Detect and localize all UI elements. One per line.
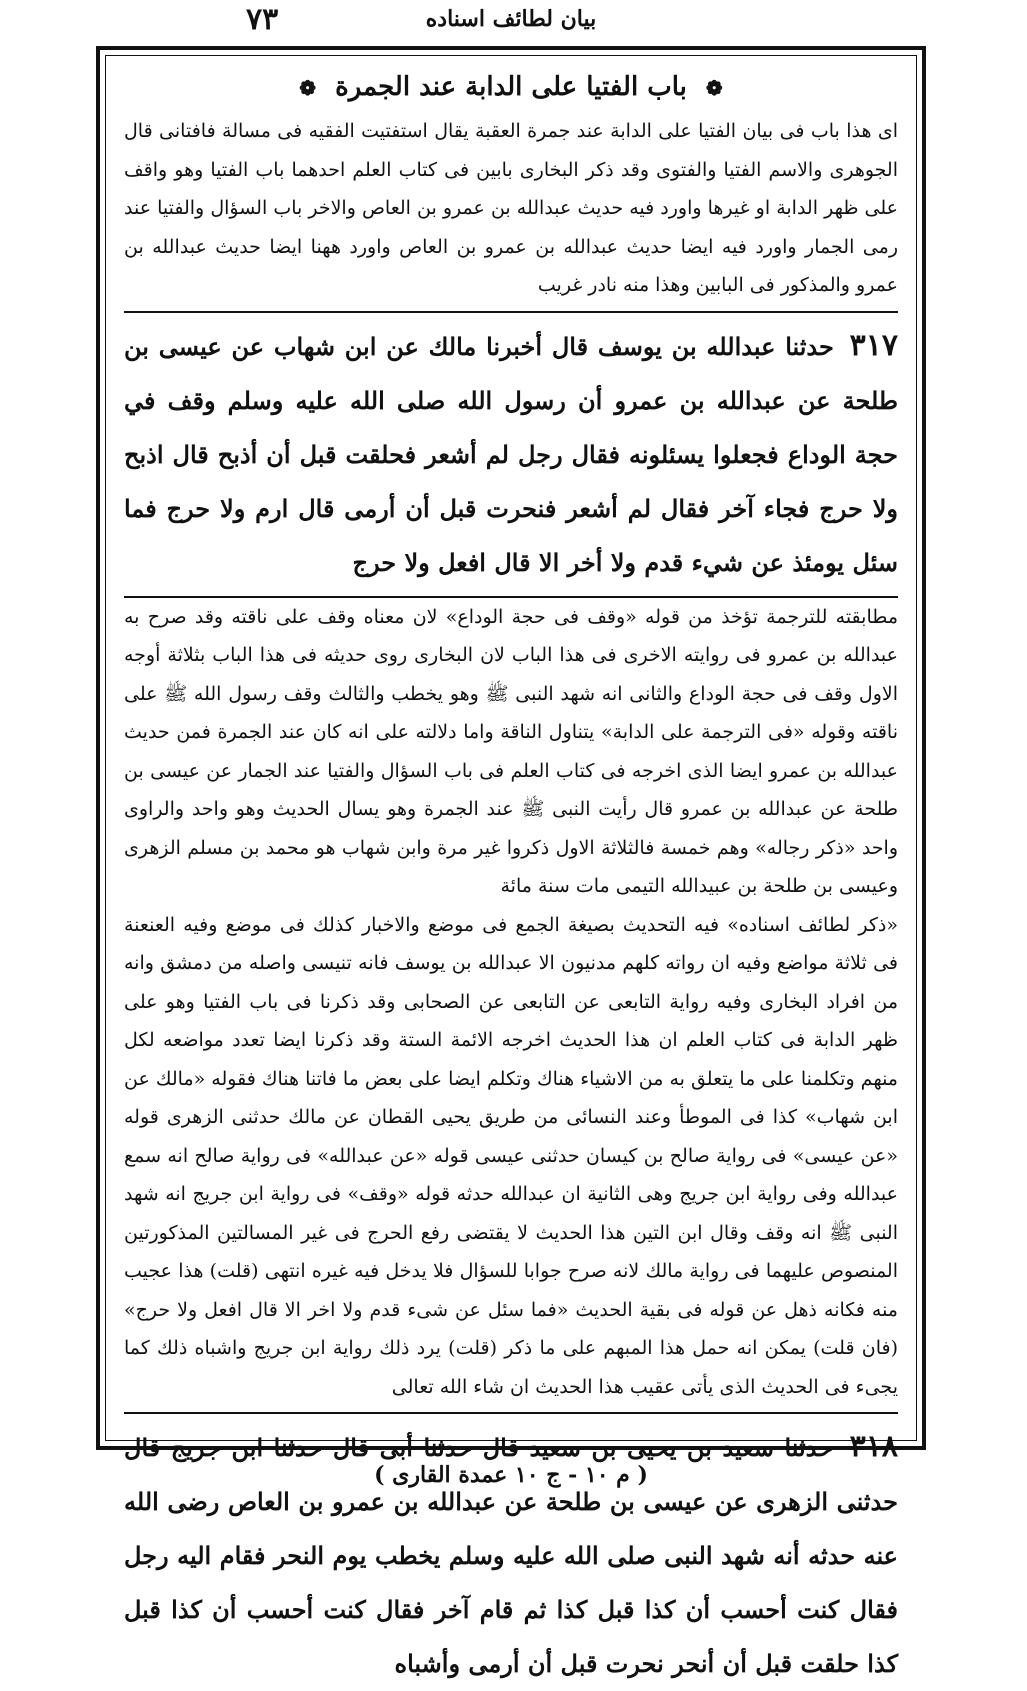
chapter-title-text: باب الفتيا على الدابة عند الجمرة (335, 72, 687, 102)
running-title: بيان لطائف اسناده (425, 6, 597, 32)
page-number: ٧٣ (246, 2, 279, 37)
hadith-paragraph (124, 311, 898, 598)
hadith-paragraph (124, 1412, 898, 1691)
commentary-paragraph: مطابقته للترجمة تؤخذ من قوله «وقف فى حجة الوداع» لان معناه وقف على ناقته وقد صرح به عبدالله بن عمرو فى روايته الاخرى فى هذا الباب لان البخارى روى حديثه فى هذا الباب بثلاثة أوجه الاول وقف فى حجة الوداع والثانى انه شهد النبى ﷺ وهو يخطب والثالث وقف رسول الله ﷺ على ناقته وقوله «فى الترجمة على الدابة» يتناول الناقة واما دلالته على انه كان عند الجمرة فمن حديث عبدالله بن عمرو ايضا الذى اخرجه فى كتاب العلم فى باب السؤال والفتيا عند الجمار عن عيسى بن طلحة عن عبدالله بن عمرو قال رأيت النبى ﷺ عند الجمرة وهو يسال الحديث وهو واحد والراوى واحد «ذكر رجاله» وهم خمسة فالثلاثة الاول ذكروا غير مرة وابن شهاب هو محمد بن مسلم الزهرى وعيسى بن طلحة بن عبيدالله التيمى مات سنة مائة (124, 605, 898, 897)
signature-mark: ( م ١٠ - ج ١٠ عمدة القارى ) (374, 1462, 648, 1488)
chapter-title (124, 72, 898, 102)
hadith-number: ٣١٧ (849, 327, 898, 363)
hadith-text: حدثنا عبدالله بن يوسف قال أخبرنا مالك عن ابن شهاب عن عيسى بن طلحة عن عبدالله بن عمرو أن رسول الله صلى الله عليه وسلم وقف في حجة الوداع فجعلوا يسئلونه فقال رجل لم أشعر فحلقت قبل أن أذبح قال اذبح ولا حرج فجاء آخر فقال لم أشعر فنحرت قبل أن أرمى قال ارم ولا حرج فما سئل يومئذ عن شيء قدم ولا أخر الا قال افعل ولا حرج (124, 331, 898, 577)
ornament-icon: ❁ (705, 76, 723, 100)
hadith-number: ٣١٨ (849, 1429, 898, 1464)
hadith-text: حدثنا سعيد بن يحيى بن سعيد قال حدثنا أبى قال حدثنا ابن جريج قال حدثنى الزهرى عن عيسى بن طلحة عن عبدالله بن عمرو بن العاص رضى الله عنه حدثه أنه شهد النبى صلى الله عليه وسلم يخطب يوم النحر فقام اليه رجل فقال كنت أحسب أن كذا قبل كذا ثم قام آخر فقال كنت أحسب أن كذا قبل كذا حلقت قبل أن أنحر نحرت قبل أن أرمى وأشباه (124, 1433, 898, 1678)
running-head (96, 0, 926, 40)
commentary-paragraph: اى هذا باب فى بيان الفتيا على الدابة عند جمرة العقبة يقال استفتيت الفقيه فى مسالة فافتانى قال الجوهرى والاسم الفتيا والفتوى وقد ذكر البخارى بابين فى كتاب العلم احدهما باب الفتيا وهو واقف على ظهر الدابة او غيرها واورد فيه حديث عبدالله بن عمرو بن العاص والاخر باب السؤال والفتيا عند رمى الجمار واورد فيه ايضا حديث عبدالله بن عمرو بن العاص واورد ههنا ايضا حديث عبدالله بن عمرو والمذكور فى البابين وهذا منه نادر غريب (124, 120, 898, 296)
commentary-paragraph: «ذكر لطائف اسناده» فيه التحديث بصيغة الجمع فى موضع والاخبار كذلك فى موضع وفيه العنعنة فى ثلاثة مواضع وفيه ان رواته كلهم مدنيون الا عبدالله بن يوسف فانه تنيسى واصله من دمشق وانه من افراد البخارى وفيه رواية التابعى عن التابعى عن الصحابى وقد ذكرنا فى باب الفتيا وهو على ظهر الدابة فى كتاب العلم ان هذا الحديث اخرجه الائمة الستة وقد ذكرنا ايضا تعدد مواضعه لكل منهم وتكلمنا على ما يتعلق به من الاشياء هناك وتكلم ايضا على بعض ما فاتنا هناك فقوله «مالك عن ابن شهاب» كذا فى الموطأ وعند النسائى من طريق يحيى القطان عن مالك حدثنى الزهرى قوله «عن عيسى» فى رواية صالح بن كيسان حدثنى عيسى قوله «عن عبدالله» فى رواية صالح انه سمع عبدالله وفى رواية ابن جريج وهى الثانية ان عبدالله حدثه قوله «وقف» فى رواية ابن جريج انه شهد النبى ﷺ انه وقف وقال ابن التين هذا الحديث لا يقتضى رفع الحرج فى غير المسالتين المذكورتين المنصوص عليهما فى رواية مالك لانه صرح جوابا للسؤال فلا يدخل فيه غيره انتهى (قلت) هذا عجيب منه فكانه ذهل عن قوله فى بقية الحديث «فما سئل عن شىء قدم ولا اخر الا قال افعل ولا حرج» (فان قلت) يمكن انه حمل هذا المبهم على ما ذكر (قلت) يرد ذلك رواية ابن جريج واشباه ذلك كما يجىء فى الحديث الذى يأتى عقيب هذا الحديث ان شاء الله تعالى (124, 913, 899, 1398)
ornament-icon: ❁ (299, 76, 317, 100)
